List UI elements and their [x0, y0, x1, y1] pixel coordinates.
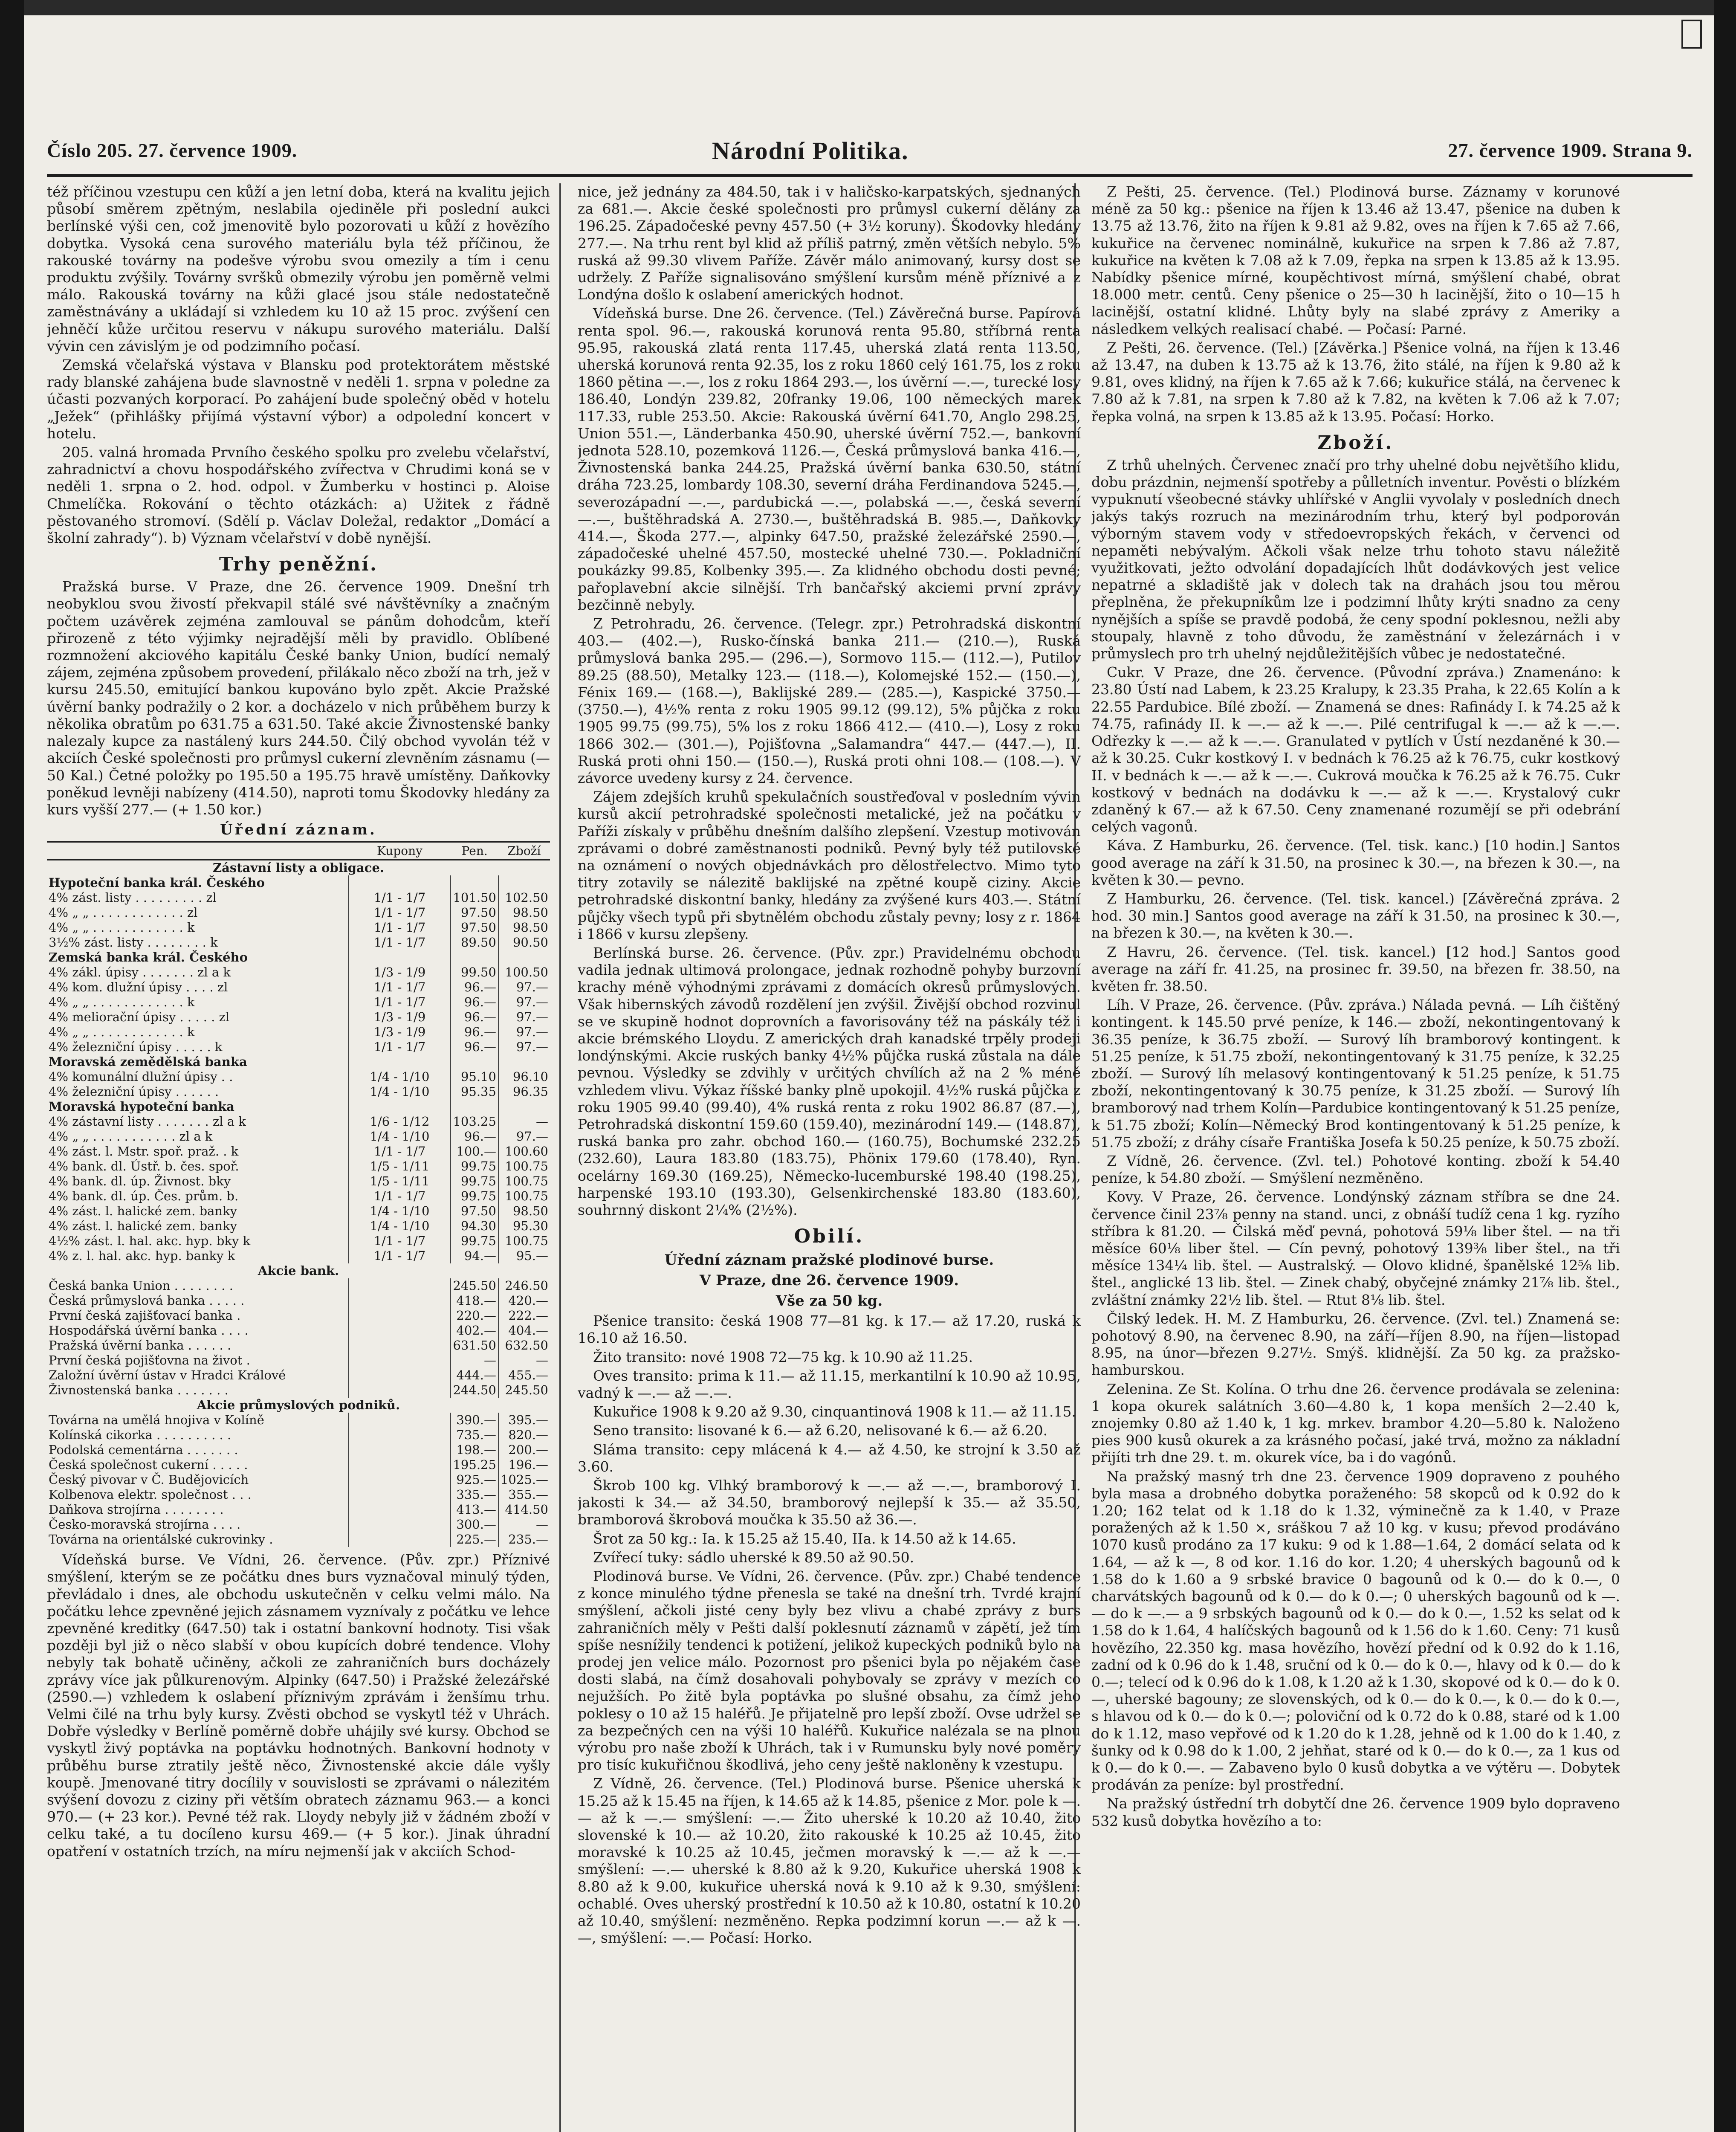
security-name: Živnostenská banka . . . . . . .: [49, 1383, 229, 1398]
article-paragraph: Z Petrohradu, 26. července. (Telegr. zpr.) Petrohradská diskontní 403.— (402.—), Rusko-čínská banka 211.— (210.—), Ruská průmyslová banka 295.— (296.—), Sormovo 115.— (112.—), Putilov 89.25 (88.50), Metalky 123.— (118.—), Kolomejské 152.— (150.—), Fénix 169.— (168.—), Baklijské 289.— (285.—), Kaspické 3750.— (3750.—), 4½% renta z roku 1905 99.12 (99.12), 5% půjčka z roku 1905 99.75 (99.75), 5% los z roku 1866 412.— (410.—), Losy z roku 1866 302.— (301.—), Pojišťovna „Salamandra“ 447.— (447.—), II. Ruská proti ohni 150.— (150.—), Ruská proti ohni 108.— (108.—). V závorce uvedeny kursy z 24. července.: [578, 615, 1081, 786]
price-money: 418.—: [451, 1293, 498, 1308]
price-money: 96.—: [451, 1025, 498, 1040]
security-name: 4% zást. l. halické zem. banky: [49, 1204, 237, 1219]
table-body-prumysl: [47, 1398, 550, 1547]
price-money: 97.50: [451, 905, 498, 920]
price-goods: 100.50: [498, 965, 550, 980]
table-row: [47, 1174, 550, 1189]
security-name: První česká zajišťovací banka .: [49, 1308, 241, 1323]
security-name: 4% bank. dl. Ústř. b. čes. spoř.: [49, 1159, 239, 1174]
article-paragraph: Z trhů uhelných. Červenec značí pro trhy uhelné dobu největšího klidu, dobu prázdnin, nejmenší spotřeby a půlletních inventur. Pověsti o blízkém vypuknutí všeobecné stávky uhlířské v Anglii vyvolaly v posledních dnech jakýs takýs rozruch na mezinárodním trhu, který byl podporován výborným stavem vody v středoevropských řekách, v červenci od nepaměti nebývalým. Ačkoli však nelze trhu tohoto stavu náležitě využitkovati, ježto odvolání dopadajících lhůt dodávkových jest velice nepatrné a skladiště jak v dolech tak na drahách jsou tou měrou přeplněna, že překupníkům lze i podzimní lhůty krýti snadno za ceny nynějších a spíše se pravdě podobá, že ceny spodní poklesnou, nežli aby stoupaly, hlavně z toho důvodu, že zaměstnání v železárnách i v průmyslech pro trh uhelný nejdůležitějších vůbec je nedostatečné.: [1091, 456, 1620, 662]
table-row: [47, 1532, 550, 1547]
price-money: 99.75: [451, 1189, 498, 1204]
col-header-zbozi: Zboží: [498, 842, 550, 860]
group-label: Akcie bank.: [258, 1263, 339, 1278]
price-money: 96.—: [451, 1010, 498, 1025]
security-name: 4% „ „ . . . . . . . . . . . . k: [49, 920, 195, 935]
issue-date-left: Číslo 205. 27. července 1909.: [47, 139, 298, 161]
coupon-dates: [348, 1517, 451, 1532]
security-name: 4% zástavní listy . . . . . . . zl a k: [49, 1114, 246, 1129]
table-row: [47, 1069, 550, 1084]
price-money: [451, 1054, 498, 1069]
security-name: Moravská zemědělská banka: [49, 1054, 247, 1069]
article-paragraph: Na pražský masný trh dne 23. července 1909 dopraveno z pouhého byla masa a drobného dobytka poraženého: 58 skopců od k 0.92 do k 1.20; 162 telat od k 1.18 do k 1.32, výminečně za k 1.40, v Praze poražených až k 1.50 ×, sráškou 7 až 10 kg. v kusu; převod prodáváno 1070 kusů prodáno za 17 kuku: 9 od k 1.88—1.64, 2 domácí selata od k 1.64, — až k —, 8 od kor. 1.16 do kor. 1.20; 4 uherských bagounů od k 1.58 do k 1.60 a 9 srbské bravice 0 bagounů od k 0.— do k 0.—, 0 charvátských bagounů od k 0.— do k 0.—; 0 uherských bagounů od k —.— do k —.— a 9 srbských bagounů od k 0.— do k 0.—, 1.52 ks selat od k 1.58 do k 1.64, 4 halíčských bagounů od k 1.56 do k 1.60. Ceny: 71 kusů hovězího, 22.350 kg. masa hovězího, hovězí přední od k 0.92 do k 1.16, zadní od k 0.96 do k 1.48, sruční od k 0.— do k 0.—, hlavy od k 0.— do k 0.—; telecí od k 0.96 do k 1.08, k 1.20 až k 1.30, skopové od k 0.— do k 0.—, uherské bagouny; ze slovenských, od k 0.— do k 0.—, k 0.— do k 0.—, s hlavou od k 0.— do k 0.—; poloviční od k 0.72 do k 0.88, staré od k 1.00 do k 1.12, maso vepřové od k 1.20 do k 1.28, jehně od k 1.00 do k 1.40, z šunky od k 0.98 do k 1.00, 2 jehňat, staré od k 0.— do k 0.—, za 1 kus od k 0.— do k 0.—. — Zabaveno bylo 0 kusů dobytka a ve výtěru —. Dobytek prodáván za peníze: byl prostřední.: [1091, 1468, 1620, 1793]
securities-table: [47, 841, 550, 1547]
price-money: 99.75: [451, 1174, 498, 1189]
security-name: 4% „ „ . . . . . . . . . . . . k: [49, 1025, 195, 1040]
article-paragraph: Vídeňská burse. Ve Vídni, 26. července. (Pův. zpr.) Příznivé smýšlení, kterým se ze počátku dnes burs vyznačoval minulý týden, převládalo i dnes, ale obchodu uskutečněn v celku velmi málo. Na počátku lehce zpevněné jejich zásnamem vyznívaly z počátku ve lehce zpevněné kreditky (647.50) tak i ostatní bankovní hodnoty. Tisi však později byl již o něco slabší v obou kupících dobré tendence. Vlohy nebyly tak bohatě učiněny, ačkoli ze zahraničních burs docházely zprávy více jak půlkurenovým. Alpinky (647.50) i Pražské železářské (2590.—) vzhledem k oslabení příznivým zprávám i ženšímu trhu. Velmi čilé na trhu byly kursy. Zvěsti obchod se vyskytl též v Uhrách. Dobře výsledky v Berlíně poměrně dobře uhájily své kursy. Obchod se vyskytl živý poptávka na poptávku hodnotných. Bankovní hodnoty v průběhu burse ztratily ještě něco, Živnostenské akcie dále vyšly koupě. Jmenované titry docílily v souvislosti se zprávami o nálezitém svýšení dovozu z ciziny při větším obratech záznamu 963.— a konci 970.— (+ 23 kor.). Pevné též rak. Lloydy nebyly již v žádném zboží v celku také, a tu docíleno kursu 469.— (+ 5 kor.). Jinak úhradní opatření v ostatních trzích, na míru nejmenší jak v akciích Schod-: [47, 1551, 550, 1860]
price-money: 100.—: [451, 1144, 498, 1159]
price-money: 96.—: [451, 995, 498, 1010]
market-line: Oves transito: prima k 11.— až 11.15, merkantilní k 10.90 až 10.95, vadný k —.— až —.—.: [578, 1367, 1081, 1401]
security-name: První česká pojišťovna na život .: [49, 1353, 250, 1368]
coupon-dates: [348, 1502, 451, 1517]
coupon-dates: 1/4 - 1/10: [348, 1069, 451, 1084]
table-row: [47, 1084, 550, 1099]
column-1: [47, 183, 550, 2132]
table-row: [47, 935, 550, 950]
price-goods: 455.—: [498, 1368, 550, 1383]
article-paragraph: Z Havru, 26. července. (Tel. tisk. kancel.) [12 hod.] Santos good average na září fr. 41.25, na prosinec fr. 39.50, na březen fr. 38.50, na květen fr. 38.50.: [1091, 943, 1620, 994]
coupon-dates: [348, 1278, 451, 1293]
subheading: Vše za 50 kg.: [775, 1292, 883, 1310]
table-row: [47, 1040, 550, 1054]
article-paragraph: Z Vídně, 26. července. (Zvl. tel.) Pohotové konting. zboží k 54.40 peníze, k 54.80 zboží. — Smýšlení nezměněno.: [1091, 1152, 1620, 1187]
security-name: 4% zást. l. Mstr. spoř. praž. . k: [49, 1144, 239, 1159]
market-line: Sláma transito: cepy mlácená k 4.— až 4.50, ke strojní k 3.50 až 3.60.: [578, 1441, 1081, 1475]
security-name: Továrna na orientálské cukrovinky .: [49, 1532, 273, 1547]
price-goods: 395.—: [498, 1413, 550, 1428]
coupon-dates: 1/4 - 1/10: [348, 1219, 451, 1234]
subheading: V Praze, dne 26. července 1909.: [699, 1272, 959, 1289]
price-goods: 355.—: [498, 1487, 550, 1502]
subheading: Úřední záznam pražské plodinové burse.: [664, 1251, 994, 1269]
security-name: 4% železniční úpisy . . . . . k: [49, 1040, 223, 1054]
corner-mark-icon: [1681, 20, 1702, 49]
coupon-dates: 1/1 - 1/7: [348, 995, 451, 1010]
security-name: Česká banka Union . . . . . . . .: [49, 1278, 233, 1293]
price-goods: 100.75: [498, 1174, 550, 1189]
price-goods: 222.—: [498, 1308, 550, 1323]
security-name: Česká společnost cukerní . . . . .: [49, 1457, 248, 1472]
market-line: Pšenice transito: česká 1908 77—81 kg. k 17.— až 17.20, ruská k 16.10 až 16.50.: [578, 1312, 1081, 1347]
section-title-obili: Obilí.: [794, 1225, 865, 1248]
coupon-dates: 1/1 - 1/7: [348, 1248, 451, 1263]
security-name: Podolská cementárna . . . . . . .: [49, 1443, 238, 1457]
article-paragraph: Berlínská burse. 26. července. (Pův. zpr.) Pravidelnému obchodu vadila jednak ultimová prolongace, jednak rozhodně pohyby burzovní krachy méně výhodnými zprávami z domácích okresů průmyslových. Však hibernských závodů rozdělení jen zvýšil. Živější obchod rozvinul se ve skupině hodnot doprovních a favorisovány též na páskály též i akcie brémského Lloydu. Z amerických drah kanadské trpěly prodeji londýnskými. Akcie ruských banky 4½% půjčka ruská zůstala na dále pevnou. Výsledky se zdvihly v určitých chvílích až na 2 % méně vzhledem vlivu. Výkaz říšské banky plně upokojil. 4½% ruská půjčka z roku 1905 99.40 (99.40), 4% ruská renta z roku 1902 86.87 (87.—), Petrohradská diskontní 159.60 (159.40), mezinárodní 149.— (148.87), ruská banka pro zahr. obchod 160.— (160.75), Bochumské 232.25 (232.60), Laura 183.80 (183.75), Phönix 179.60 (178.40), Ryn. ocelárny 169.30 (169.25), Německo-lucemburské 198.40 (198.25), harpenské 193.10 (193.30), Gelsenkirchenské 183.80 (183.60), souhrnný diskont 2¼% (2½%).: [578, 944, 1081, 1218]
table-row: [47, 1323, 550, 1338]
security-name: 4% kom. dlužní úpisy . . . . zl: [49, 980, 228, 995]
security-name: Zemská banka král. Českého: [49, 950, 248, 965]
price-goods: 404.—: [498, 1323, 550, 1338]
security-name: 4% zákl. úpisy . . . . . . . zl a k: [49, 965, 231, 980]
price-goods: 90.50: [498, 935, 550, 950]
price-money: 94.30: [451, 1219, 498, 1234]
article-paragraph: Plodinová burse. Ve Vídni, 26. července. (Pův. zpr.) Chabé tendence z konce minulého týdne přenesla se také na dnešní trh. Tvrdé krajní smýšlení, ačkoli jisté ceny byly bez vlivu a chabé zprávy z burs zahraničních měly v Pešti další poklesnutí záznamů v zápětí, jež tím spíše nesnížily tendenci k potižení, jelikož kupeckých podniků bylo na prodej jen velice málo. Pozornost pro pšenici byla po nějakém čase dosti slabá, na čímž dosahovali pohybovaly se zprávy v mezích co nejužších. Po žitě byla poptávka po slušné obsahu, za čímž jeho poklesy o 10 až 15 haléřů. Je přijatelně pro lepší zboží. Ovse udržel se za bezpečných cen na výši 10 haléřů. Kukuřice nalézala se na plnou výrobu pro naše zboží k Uhrách, tak i v Rumunsku byly nové poměry pro tisíc kukuřičnou škodlivá, jeho ceny ještě nakloněny k vzestupu.: [578, 1568, 1081, 1773]
table-row: [47, 1159, 550, 1174]
article-paragraph: Z Vídně, 26. července. (Tel.) Plodinová burse. Pšenice uherská k 15.25 až k 15.45 na říjen, k 14.65 až k 14.85, pšenice z Mor. pole k —.— až k —.— smýšlení: —.— Žito uherské k 10.20 až 10.40, žito slovenské k 10.— až 10.20, žito rakouské k 10.25 až 10.45, žito moravské k 10.25 až 10.45, ječmen moravský k —.— až k —.— smýšlení: —.— uherské k 8.80 až k 9.20, Kukuřice uherská 1908 k 8.80 až k 9.00, kukuřice uherská nová k 9.10 až k 9.30, smýšlení: ochablé. Oves uherský prostřední k 10.50 až k 10.80, ostatní k 10.20 až 10.40, smýšlení: nezměněno. Repka podzimní korun —.— až k —.—, smýšlení: —.— Počasí: Horko.: [578, 1775, 1081, 1947]
security-name: 4½% zást. l. hal. akc. hyp. bky k: [49, 1234, 251, 1248]
column-3: [1091, 183, 1620, 2132]
article-paragraph: též příčinou vzestupu cen kůží a jen letní doba, která na kvalitu jejich působí směrem zpětným, neslabila ojediněle při poslední aukci berlínské výši cen, což jmenovitě bylo pozorovati u kůží z hovězího dobytka. Vysoká cena surového materiálu byla též příčinou, že rakouské továrny na podešve výrobu svou omezily a tím i cenu produktu zvýšily. Továrny svršků obmezily výrobu jen poměrně velmi málo. Rakouská továrny na kůži glacé jsou stále nedostatečně zaměstnávány a ukládají si vzhledem ku 10 až 15 proc. zvýšení cen jehněčí kůže určitou reservu v nákupu surového materiálu. Další vývin cen závislým je od podzimního počasí.: [47, 183, 550, 354]
price-goods: —: [498, 1353, 550, 1368]
price-money: 631.50: [451, 1338, 498, 1353]
coupon-dates: [348, 1368, 451, 1383]
coupon-dates: [348, 1308, 451, 1323]
security-name: Založní úvěrní ústav v Hradci Králové: [49, 1368, 286, 1383]
security-name: Hypoteční banka král. Českého: [49, 875, 265, 890]
table-row: [47, 890, 550, 905]
price-goods: 97.—: [498, 980, 550, 995]
article-paragraph: Pražská burse. V Praze, dne 26. července 1909. Dnešní trh neobyklou svou živostí překvapil stálé své návštěvníky a značným počtem uzávěrek zejména zamlouval se pánům dohodcům, kteří přirozeně z této výjimky nejradější měli by pravidlo. Oblíbené rozmnožení akciového kapitálu České banky Union, budící nemalý zájem, zejména způsobem provedení, přilákalo něco zboží na trh, jež v kursu 245.50, emitující bankou kupováno bylo zpět. Akcie Pražské úvěrní banky podražily o 2 kor. a docházelo v nich průběhem burzy k několika obratům po 631.75 a 631.50. Také akcie Živnostenské banky nalezaly kupce za nastálený kurs 244.50. Čilý obchod vyvolán též v akciích České společnosti pro průmysl cukerní zlevněním zásnamu (—50 Kal.) Četné položky po 195.50 a 195.75 hravě umístěny. Daňkovky poněkud levněji nabízeny (414.50), naproti tomu Škodovky hledány za kurs vyšší 277.— (+ 1.50 kor.): [47, 578, 550, 818]
price-money: 335.—: [451, 1487, 498, 1502]
table-row: [47, 1293, 550, 1308]
price-goods: 98.50: [498, 920, 550, 935]
price-money: 96.—: [451, 1129, 498, 1144]
section-title-trhy: Trhy peněžní.: [219, 553, 378, 576]
price-money: [451, 950, 498, 965]
table-group-row: [47, 860, 550, 876]
table-row: [47, 1219, 550, 1234]
coupon-dates: [348, 1099, 451, 1114]
price-goods: 632.50: [498, 1338, 550, 1353]
coupon-dates: [348, 1532, 451, 1547]
coupon-dates: [348, 1383, 451, 1398]
price-goods: 100.75: [498, 1234, 550, 1248]
table-row: [47, 1099, 550, 1114]
column-rule: [559, 183, 561, 2132]
table-row: [47, 1248, 550, 1263]
coupon-dates: 1/4 - 1/10: [348, 1204, 451, 1219]
group-label: Zástavní listy a obligace.: [212, 860, 385, 875]
table-row: [47, 950, 550, 965]
coupon-dates: [348, 1443, 451, 1457]
page-number: 27. července 1909. Strana 9.: [1448, 139, 1693, 161]
price-money: 94.—: [451, 1248, 498, 1263]
table-row: [47, 1517, 550, 1532]
price-goods: 200.—: [498, 1443, 550, 1457]
article-paragraph: Zájem zdejších kruhů spekulačních soustřeďoval v posledním vývin kursů akcií petrohradské společnosti metalické, jež na počátku v Paříži získaly v průběhu dnešním dalšího zlepšení. Vzestup motivován zprávami o dobré zaměstnanosti podniků. Pevný byly též putilovské na oznámení o nových objednávkách pro dělostřelectvo. Mimo tyto titry zotavily se nálezitě baklijské na zpětné koupě ciziny. Akcie petrohradské diskontní banky, hledány za zvýšené kurs 403.—. Státní půjčky všech typů při sbytnělém obchodu zůstaly pevny; losy z r. 1864 i 1866 v kursu zlepšeny.: [578, 788, 1081, 942]
security-name: Továrna na umělá hnojiva v Kolíně: [49, 1413, 264, 1428]
coupon-dates: 1/1 - 1/7: [348, 1189, 451, 1204]
table-row: [47, 1457, 550, 1472]
article-paragraph: Zemská včelařská výstava v Blansku pod protektorátem městské rady blanské zahájena bude slavnostně v neděli 1. srpna v poledne za účasti pozvaných korporací. Po zahájení bude společný oběd v hotelu „Ježek“ (přihlášky přijímá výstavní výbor) a odpolední koncert v hotelu.: [47, 356, 550, 442]
security-name: 4% zást. listy . . . . . . . . . zl: [49, 890, 217, 905]
price-goods: 820.—: [498, 1428, 550, 1443]
price-money: 925.—: [451, 1472, 498, 1487]
price-money: 97.50: [451, 1204, 498, 1219]
coupon-dates: 1/1 - 1/7: [348, 905, 451, 920]
price-goods: 420.—: [498, 1293, 550, 1308]
article-paragraph: Zelenina. Ze St. Kolína. O trhu dne 26. července prodávala se zelenina: 1 kopa okurek salátních 3.60—4.80 k, 1 kopa menších 2—2.40 k, znojemky 0.80 až 1.40 k, 1 kg. mrkev. brambor 4.20—5.80 k. Naloženo pies 900 kusů okurek a za krásného počasí, jaké trvá, možno za nákladní přijíti trh dne 29. t. m. okurek více, ba i do vagónů.: [1091, 1380, 1620, 1466]
market-line: Škrob 100 kg. Vlhký bramborový k —.— až —.—, bramborový I. jakosti k 34.— až 34.50, bramborový nejlepší k 35.— až 35.50, bramborová škrobová moučka k 35.50 až 36.—.: [578, 1477, 1081, 1528]
newspaper-title: Národní Politika.: [712, 137, 909, 165]
table-row: [47, 1502, 550, 1517]
table-row: [47, 1189, 550, 1204]
table-row: [47, 965, 550, 980]
security-name: 3½% zást. listy . . . . . . . . k: [49, 935, 218, 950]
price-goods: 1025.—: [498, 1472, 550, 1487]
security-name: 4% železniční úpisy . . . . . .: [49, 1084, 219, 1099]
header-rule: [47, 174, 1693, 177]
table-body-banky: [47, 1263, 550, 1398]
coupon-dates: [348, 1472, 451, 1487]
price-goods: 95.30: [498, 1219, 550, 1234]
price-money: 390.—: [451, 1413, 498, 1428]
price-goods: 100.75: [498, 1189, 550, 1204]
price-money: 101.50: [451, 890, 498, 905]
coupon-dates: 1/5 - 1/11: [348, 1159, 451, 1174]
coupon-dates: 1/3 - 1/9: [348, 1025, 451, 1040]
coupon-dates: [348, 1353, 451, 1368]
price-goods: 100.60: [498, 1144, 550, 1159]
table-row: [47, 980, 550, 995]
price-goods: 102.50: [498, 890, 550, 905]
coupon-dates: 1/1 - 1/7: [348, 980, 451, 995]
security-name: Kolínská cikorka . . . . . . . . . .: [49, 1428, 231, 1443]
price-goods: [498, 1099, 550, 1114]
market-line: Šrot za 50 kg.: Ia. k 15.25 až 15.40, IIa. k 14.50 až k 14.65.: [593, 1530, 1016, 1547]
article-paragraph: Čilský ledek. H. M. Z Hamburku, 26. července. (Zvl. tel.) Znamená se: pohotový 8.90, na červenec 8.90, na září—říjen 8.90, na říjen—listopad 8.95, na únor—březen 9.27½. Smýš. klidnější. Za 50 kg. za pražsko-hamburskou.: [1091, 1310, 1620, 1379]
scan-right-edge: [1714, 0, 1736, 2132]
security-name: 4% „ „ . . . . . . . . . . . . zl: [49, 905, 198, 920]
table-row: [47, 1383, 550, 1398]
coupon-dates: 1/4 - 1/10: [348, 1129, 451, 1144]
coupon-dates: [348, 1293, 451, 1308]
price-goods: —: [498, 1517, 550, 1532]
price-goods: 235.—: [498, 1532, 550, 1547]
col-header-name: [47, 842, 348, 860]
price-goods: 100.75: [498, 1159, 550, 1174]
table-group-row: [47, 1398, 550, 1413]
col-header-pen: Pen.: [451, 842, 498, 860]
table-row: [47, 1308, 550, 1323]
price-money: —: [451, 1353, 498, 1368]
price-money: 95.10: [451, 1069, 498, 1084]
price-money: 96.—: [451, 1040, 498, 1054]
price-money: 225.—: [451, 1532, 498, 1547]
price-money: 103.25: [451, 1114, 498, 1129]
security-name: 4% zást. l. halické zem. banky: [49, 1219, 237, 1234]
article-paragraph: Káva. Z Hamburku, 26. července. (Tel. tisk. kanc.) [10 hodin.] Santos good average na září k 31.50, na prosinec k 30.—, na březen k 30.—, na květen k 30.— pevno.: [1091, 837, 1620, 888]
coupon-dates: [348, 1338, 451, 1353]
coupon-dates: 1/3 - 1/9: [348, 1010, 451, 1025]
price-goods: 97.—: [498, 995, 550, 1010]
price-money: 220.—: [451, 1308, 498, 1323]
table-group-row: [47, 1263, 550, 1278]
price-money: 97.50: [451, 920, 498, 935]
coupon-dates: 1/1 - 1/7: [348, 1040, 451, 1054]
article-paragraph: 205. valná hromada Prvního českého spolku pro zvelebu včelařství, zahradnictví a chovu hospodářského zvířectva v Chrudimi koná se v neděli 1. srpna o 2. hod. odpol. v Žumberku v hostinci p. Aloise Chmelíčka. Rokování o těchto otázkách: a) Užitek z řádně pěstovaného stromoví. (Sdělí p. Václav Doležal, redaktor „Domácí a školní zahrady“). b) Význam včelařství v době nynější.: [47, 444, 550, 547]
price-money: [451, 1099, 498, 1114]
scan-left-edge: [0, 0, 24, 2132]
table-row: [47, 1010, 550, 1025]
table-row: [47, 905, 550, 920]
article-paragraph: Z Hamburku, 26. července. (Tel. tisk. kancel.) [Závěrečná zpráva. 2 hod. 30 min.] Santos good average na září k 31.50, na prosinec k 30.—, na březen k 30.—, na květen k 30.—.: [1091, 890, 1620, 941]
coupon-dates: [348, 1428, 451, 1443]
market-line: Kukuřice 1908 k 9.20 až 9.30, cinquantinová 1908 k 11.— až 11.15.: [593, 1403, 1076, 1420]
section-title-zbozi: Zboží.: [1317, 432, 1394, 454]
col-header-kupony: Kupony: [348, 842, 451, 860]
article-paragraph: Z Pešti, 25. července. (Tel.) Plodinová burse. Záznamy v korunové méně za 50 kg.: pšenice na říjen k 13.46 až 13.47, pšenice na duben k 13.75 až 13.76, žito na říjen k 9.81 až 9.82, oves na říjen k 7.65 až 7.66, kukuřice na červenec nominálně, kukuřice na srpen k 7.86 až 7.87, kukuřice na květen k 7.08 až k 7.09, řepka na srpen k 13.85 až k 13.95. Nabídky pšenice mírné, koupěchtivost mírná, smýšlení chabé, obrat 18.000 metr. centů. Ceny pšenice o 25—30 h lacinější, žito o 10—15 h lacinější, ostatní klidné. Lhůty byly na slabé zprávy z Ameriky a následkem velkých realisací chabé. — Počasí: Parné.: [1091, 183, 1620, 337]
coupon-dates: 1/3 - 1/9: [348, 965, 451, 980]
table-row: [47, 1472, 550, 1487]
coupon-dates: 1/1 - 1/7: [348, 890, 451, 905]
coupon-dates: 1/6 - 1/12: [348, 1114, 451, 1129]
scan-top-edge: [0, 0, 1736, 15]
table-row: [47, 875, 550, 890]
table-row: [47, 1443, 550, 1457]
security-name: Hospodářská úvěrní banka . . . .: [49, 1323, 249, 1338]
security-name: Daňkova strojírna . . . . . . . .: [49, 1502, 224, 1517]
security-name: 4% meliorační úpisy . . . . . zl: [49, 1010, 230, 1025]
security-name: 4% „ „ . . . . . . . . . . . zl a k: [49, 1129, 213, 1144]
group-label: Akcie průmyslových podniků.: [197, 1398, 400, 1413]
price-money: 444.—: [451, 1368, 498, 1383]
price-goods: 95.—: [498, 1248, 550, 1263]
price-goods: 97.—: [498, 1040, 550, 1054]
market-line: Seno transito: lisované k 6.— až 6.20, nelisované k 6.— až 6.20.: [593, 1422, 1048, 1439]
price-goods: 97.—: [498, 1010, 550, 1025]
security-name: Moravská hypoteční banka: [49, 1099, 234, 1114]
price-money: 198.—: [451, 1443, 498, 1457]
price-goods: —: [498, 1114, 550, 1129]
coupon-dates: 1/1 - 1/7: [348, 920, 451, 935]
price-money: 89.50: [451, 935, 498, 950]
price-goods: [498, 950, 550, 965]
masthead: [47, 136, 1693, 171]
security-name: Česko-moravská strojírna . . . .: [49, 1517, 241, 1532]
coupon-dates: [348, 1323, 451, 1338]
price-money: 735.—: [451, 1428, 498, 1443]
price-money: [451, 875, 498, 890]
security-name: Česká průmyslová banka . . . . .: [49, 1293, 245, 1308]
coupon-dates: 1/1 - 1/7: [348, 935, 451, 950]
security-name: 4% bank. dl. úp. Živnost. bky: [49, 1174, 231, 1189]
article-paragraph: Z Pešti, 26. července. (Tel.) [Závěrka.] Pšenice volná, na říjen k 13.46 až 13.47, na duben k 13.75 až k 13.76, žito stálé, na říjen k 9.80 až k 9.81, oves klidný, na říjen k 7.65 až k 7.66; kukuřice stálá, na červenec k 7.80 až k 7.81, na srpen k 7.80 až k 7.82, na květen k 7.06 až k 7.07; řepka volná, na srpen k 13.85 až k 13.95. Počasí: Horko.: [1091, 339, 1620, 425]
price-goods: 98.50: [498, 905, 550, 920]
table-row: [47, 1487, 550, 1502]
article-paragraph: Na pražský ústřední trh dobytčí dne 26. července 1909 bylo dopraveno 532 kusů dobytka hovězího a to:: [1091, 1795, 1620, 1829]
coupon-dates: 1/5 - 1/11: [348, 1174, 451, 1189]
security-name: 4% komunální dlužní úpisy . .: [49, 1069, 233, 1084]
price-goods: [498, 1054, 550, 1069]
price-money: 99.75: [451, 1234, 498, 1248]
table-row: [47, 1353, 550, 1368]
coupon-dates: [348, 950, 451, 965]
coupon-dates: [348, 875, 451, 890]
market-line: Zvířecí tuky: sádlo uherské k 89.50 až 90.50.: [593, 1549, 914, 1566]
column-2: [578, 183, 1081, 2132]
market-line: Žito transito: nové 1908 72—75 kg. k 10.90 až 11.25.: [593, 1348, 973, 1365]
price-goods: [498, 875, 550, 890]
price-money: 95.35: [451, 1084, 498, 1099]
price-goods: 96.35: [498, 1084, 550, 1099]
price-goods: 246.50: [498, 1278, 550, 1293]
article-paragraph: Cukr. V Praze, dne 26. července. (Původní zpráva.) Znamenáno: k 23.80 Ústí nad Labem, k 23.25 Kralupy, k 23.35 Praha, k 22.65 Kolín a k 22.55 Pardubice. Bílé zboží. — Znamená se dnes: Rafinády I. k 74.25 až k 74.75, rafinády II. k —.— až k —.—. Pilé centrifugal k —.— až k —.—. Odřezky k —.— až k —.—. Granulated v pytlích v Ústí nezdaněné k 30.— až k 30.25. Cukr kostkový I. v bednách k 76.25 až k 76.75, cukr kostkový II. v bednách k —.— až k —.—. Cukrová moučka k 76.25 až k 76.75. Cukr kostkový v bednách na dodávku k —.— až k —.—. Krystalový cukr zdaněný k 67.— až k 67.50. Ceny znamenané rozumějí se při odebrání celých vagonů.: [1091, 664, 1620, 835]
security-name: 4% bank. dl. úp. Čes. prům. b.: [49, 1189, 239, 1204]
table-row: [47, 995, 550, 1010]
article-paragraph: Kovy. V Praze, 26. července. Londýnský záznam stříbra se dne 24. července činil 23⅞ penny na stand. unci, z obnáší tudíž cena 1 kg. ryzího stříbra k 81.20. — Čilská měď pevná, pohotová 59⅛ liber štel. — na tři měsíce 60⅛ liber štel. — Cín pevný, pohotový 139⅜ liber štel., na tři měsíce 134¼ lib. štel. — Australský. — Olovo klidné, španělské 12⅝ lib. štel., anglické 13 lib. štel. — Zinek chabý, obyčejné známky 21⅞ lib. štel., zvláštní známky 22½ lib. štel. — Rtut 8⅛ lib. štel.: [1091, 1188, 1620, 1308]
table-row: [47, 1234, 550, 1248]
coupon-dates: 1/1 - 1/7: [348, 1144, 451, 1159]
table-row: [47, 1204, 550, 1219]
table-row: [47, 1114, 550, 1129]
table-row: [47, 1129, 550, 1144]
price-goods: 97.—: [498, 1129, 550, 1144]
table-row: [47, 1428, 550, 1443]
price-money: 99.50: [451, 965, 498, 980]
coupon-dates: 1/1 - 1/7: [348, 1234, 451, 1248]
article-paragraph: Vídeňská burse. Dne 26. července. (Tel.) Závěrečná burse. Papírová renta spol. 96.—, rakouská korunová renta 95.80, stříbrná renta 95.95, rakouská zlatá renta 117.45, uherská zlatá renta 113.50, uherská korunová renta 92.35, los z roku 1860 celý 161.75, los z roku 1860 pětina —.—, los z roku 1864 293.—, los úvěrní —.—, turecké losy 186.40, Londýn 239.82, 20franky 19.06, 100 německých marek 117.33, ruble 253.50. Akcie: Rakouská úvěrní 641.70, Anglo 298.25, Union 551.—, Länderbanka 450.90, uherské úvěrní 752.—, bankovní jednota 528.10, pozemková 1126.—, Česká průmyslová banka 416.—, Živnostenská banka 244.25, Pražská úvěrní banka 630.50, státní dráha 723.25, lombardy 108.30, severní dráha Ferdinandova 5245.—, severozápadní —.—, pardubická —.—, polabská —.—, česká severní —.—, buštěhradská A. 2730.—, buštěhradská B. 985.—, Daňkovky 414.—, Škoda 277.—, alpinky 647.50, pražské železářské 2590.—, západočeské uhelné 457.50, mostecké uhelné 730.—. Pokladniční poukázky 99.85, Kolbenky 395.—. Za klidného obchodu dosti pevné; pařoplavební akcie silnější. Trh bančařský akciemi první zprávy bezčinně nebyly.: [578, 305, 1081, 613]
table-row: [47, 920, 550, 935]
table-row: [47, 1025, 550, 1040]
price-money: 245.50: [451, 1278, 498, 1293]
article-paragraph: nice, jež jednány za 484.50, tak i v haličsko-karpatských, sjednaných za 681.—. Akcie české společnosti pro průmysl cukerní dělány za 196.25. Západočeské pevny 457.50 (+ 3½ koruny). Škodovky hledány 277.—. Na trhu rent byl klid až příliš patrný, změn větších nebylo. 5% ruská až 99.30 vlivem Paříže. Závěr málo animovaný, kursy dost se udržely. Z Paříže signalisováno smýšlení kursům méně příznivé a z Londýna došlo k oslabení amerických hodnot.: [578, 183, 1081, 303]
security-name: 4% z. l. hal. akc. hyp. banky k: [49, 1248, 235, 1263]
table-row: [47, 1413, 550, 1428]
price-goods: 414.50: [498, 1502, 550, 1517]
price-money: 96.—: [451, 980, 498, 995]
security-name: Pražská úvěrní banka . . . . . .: [49, 1338, 231, 1353]
price-goods: 245.50: [498, 1383, 550, 1398]
price-goods: 96.10: [498, 1069, 550, 1084]
price-goods: 98.50: [498, 1204, 550, 1219]
coupon-dates: [348, 1054, 451, 1069]
article-paragraph: Líh. V Praze, 26. července. (Pův. zpráva.) Nálada pevná. — Líh čištěný kontingent. k 145.50 prvé peníze, k 146.— zboží, nekontingentovaný k 36.35 peníze, k 36.75 zboží. — Surový líh bramborový kontingent. k 51.25 peníze, k 51.75 zboží, nekontingentovaný k 31.75 peníze, k 32.25 zboží. — Surový líh melasový kontingentovaný k 51.25 peníze, k 51.75 zboží, nekontingentovaný k 30.75 peníze, k 31.25 zboží. — Surový líh bramborový nad trhem Kolín—Pardubice kontingentovaný k 51.25 peníze, k 51.75 zboží; Kolín—Německý Brod kontingentovaný k 51.25 peníze, k 51.75 zboží; z dráhy císaře Františka Josefa k 50.25 peníze, k 50.75 zboží.: [1091, 996, 1620, 1150]
price-goods: 196.—: [498, 1457, 550, 1472]
coupon-dates: 1/4 - 1/10: [348, 1084, 451, 1099]
security-name: Český pivovar v Č. Budějovicích: [49, 1472, 249, 1487]
price-money: 99.75: [451, 1159, 498, 1174]
table-row: [47, 1144, 550, 1159]
price-money: 244.50: [451, 1383, 498, 1398]
coupon-dates: [348, 1487, 451, 1502]
table-row: [47, 1054, 550, 1069]
table-row: [47, 1278, 550, 1293]
table-body-obligace: [47, 860, 550, 1264]
coupon-dates: [348, 1413, 451, 1428]
table-title: Úřední záznam.: [220, 821, 377, 839]
price-goods: 97.—: [498, 1025, 550, 1040]
table-header-row: [47, 842, 550, 860]
coupon-dates: [348, 1457, 451, 1472]
price-money: 413.—: [451, 1502, 498, 1517]
price-money: 195.25: [451, 1457, 498, 1472]
table-row: [47, 1368, 550, 1383]
table-row: [47, 1338, 550, 1353]
security-name: Kolbenova elektr. společnost . . .: [49, 1487, 252, 1502]
price-money: 300.—: [451, 1517, 498, 1532]
price-money: 402.—: [451, 1323, 498, 1338]
security-name: 4% „ „ . . . . . . . . . . . . k: [49, 995, 195, 1010]
